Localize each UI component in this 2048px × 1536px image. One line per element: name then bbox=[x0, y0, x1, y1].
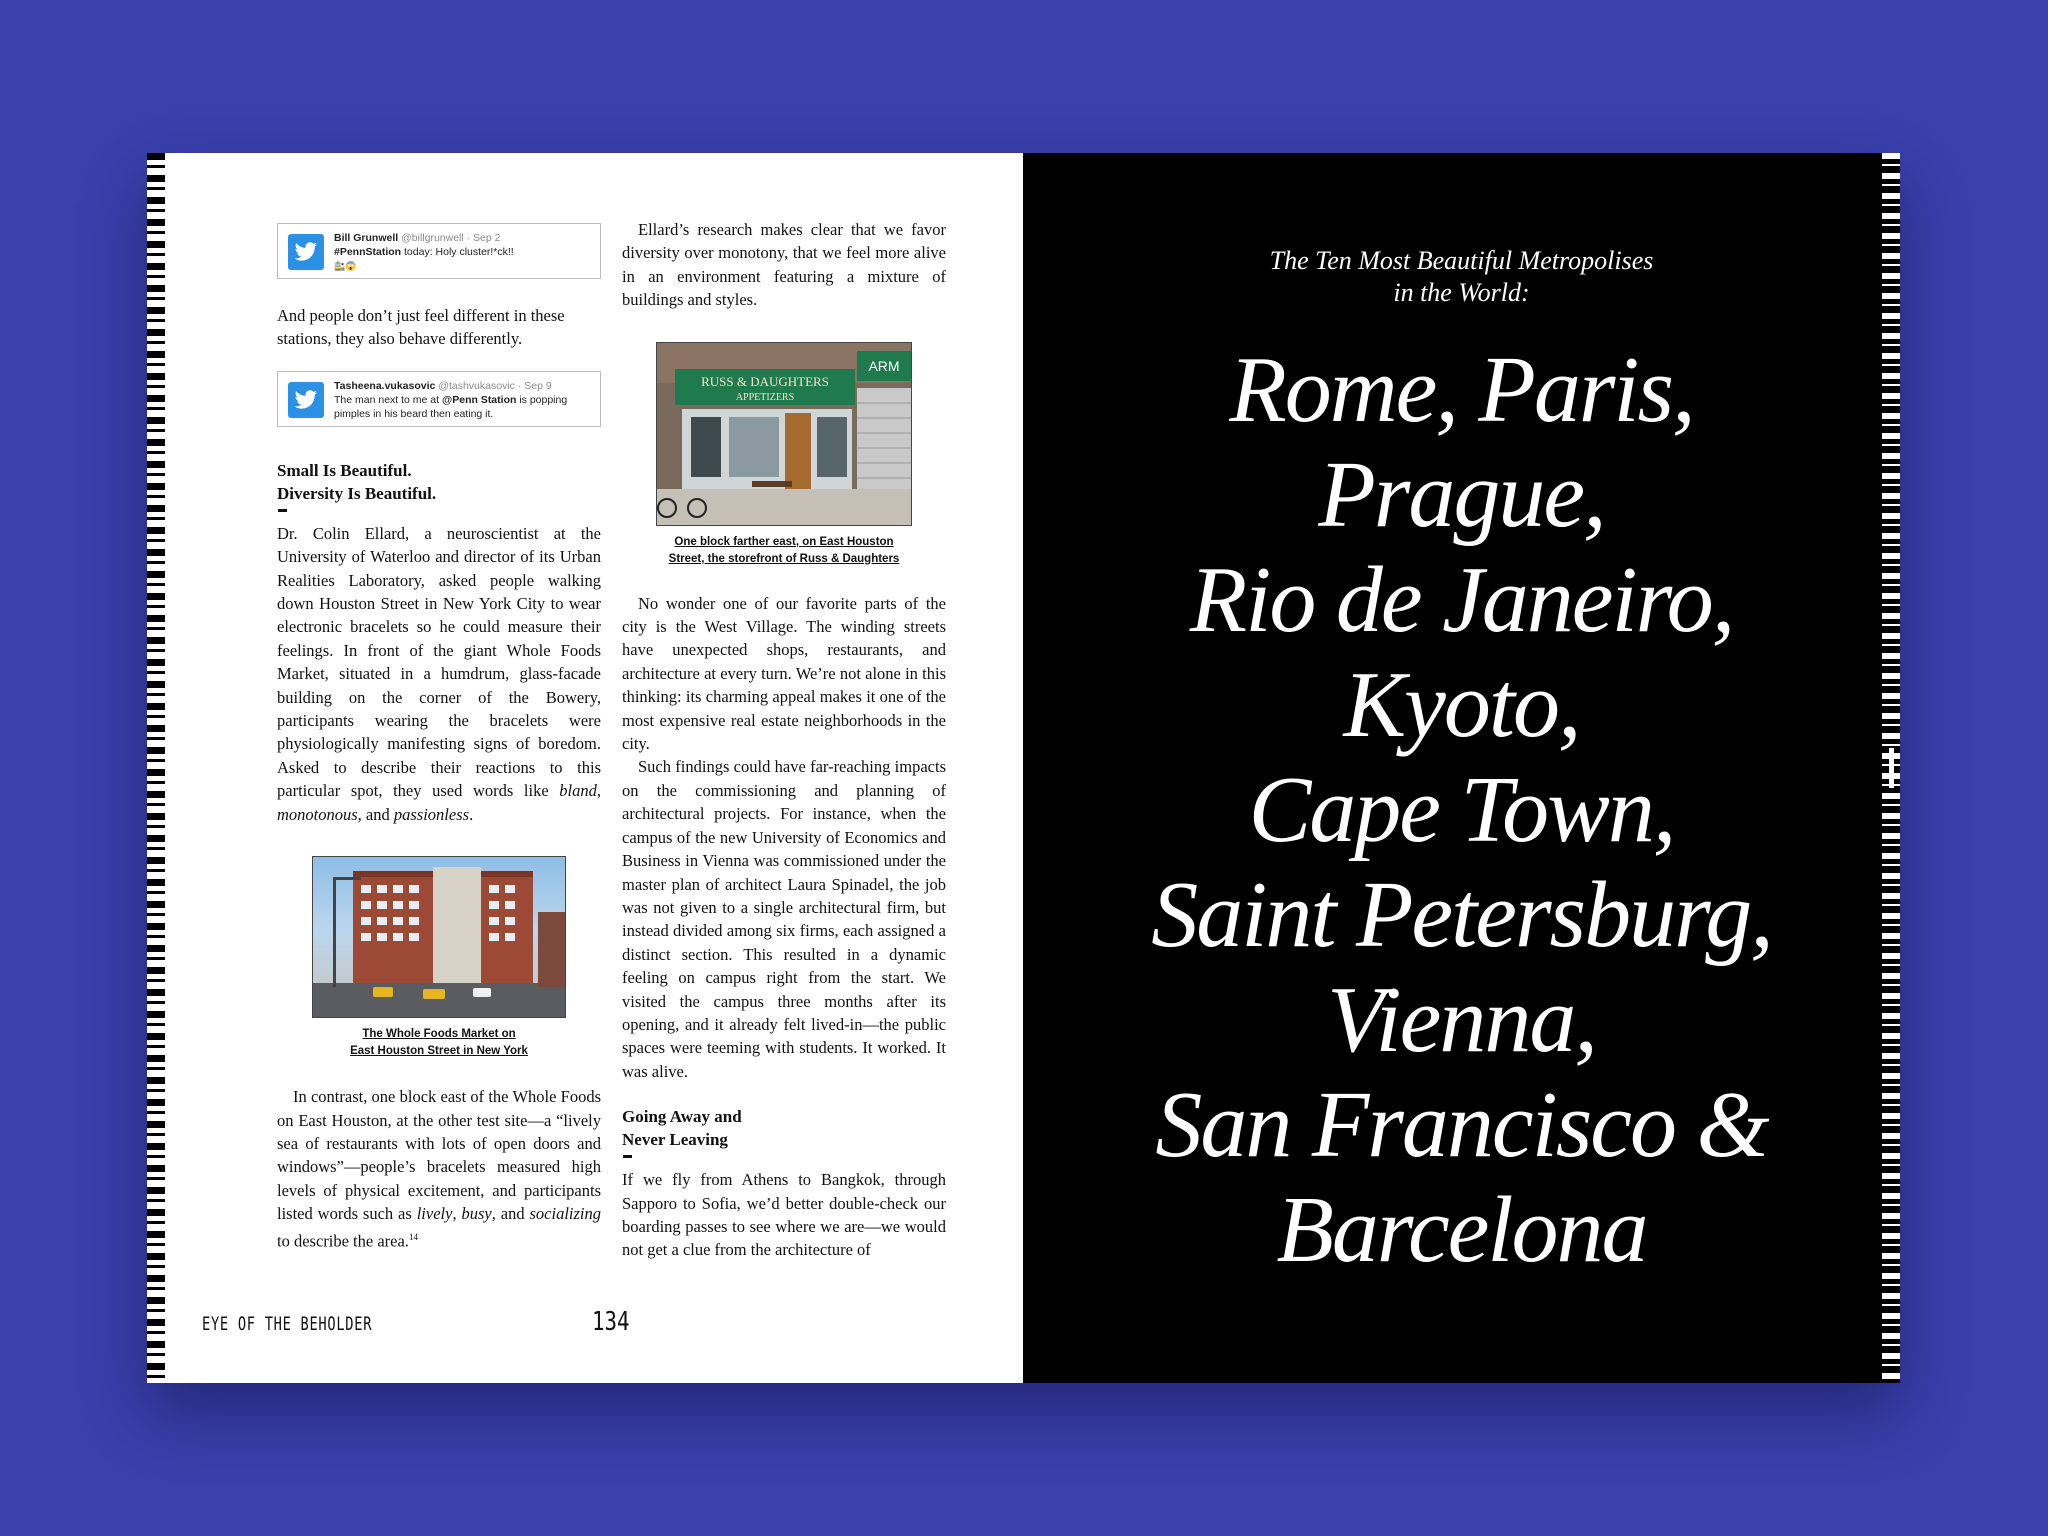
city-line: Rome, Paris, bbox=[1229, 338, 1694, 442]
city-list bbox=[1023, 338, 1900, 1283]
running-footer-title: EYE OF THE BEHOLDER bbox=[202, 1313, 373, 1335]
photo-caption: One block farther east, on East Houston Street, the storefront of Russ & Daughters bbox=[668, 535, 900, 565]
photo-russ-daughters bbox=[656, 342, 912, 526]
book-spread bbox=[147, 153, 1900, 1383]
column-left bbox=[277, 223, 601, 1252]
paragraph-behave: And people don’t just feel different in these stations, they also behave differently. bbox=[277, 306, 565, 349]
tweet-card bbox=[277, 371, 601, 427]
city-line: Barcelona bbox=[1276, 1178, 1647, 1282]
twitter-bird-icon bbox=[288, 382, 324, 418]
column-right bbox=[622, 218, 946, 1262]
tweet-mention: @Penn Station bbox=[441, 393, 517, 406]
tweet-handle: @billgrunwell · Sep 2 bbox=[401, 232, 501, 244]
tweet-hashtag: #PennStation bbox=[334, 246, 402, 258]
city-line: San Francisco & bbox=[1155, 1073, 1768, 1177]
tweet-author: Tasheena.vukasovic bbox=[334, 379, 436, 392]
paragraph-vienna: Such findings could have far-reaching impacts on the commissioning and planning of architectural projects. For instance, when the campus of the new University of Economics and Business in Vienna was commissioned under the master plan of architect Laura Spinadel, the job was not given to a single architectural firm, but instead divided among six firms, each assigned a distinct section. This resulted in a dynamic feeling on campus right from the start. We visited the campus three months after its opening, and it already felt lived-in—the public spaces were teeming with students. It worked. It was alive. bbox=[622, 757, 946, 1081]
heading-dash bbox=[623, 1155, 632, 1158]
footnote-marker: 14 bbox=[408, 1231, 418, 1242]
heading-dash bbox=[278, 509, 287, 512]
city-line: Vienna, bbox=[1327, 968, 1596, 1072]
section-heading: Never Leaving bbox=[622, 1130, 728, 1150]
tweet-text: is popping pimples in his beard then eating it. bbox=[334, 393, 568, 420]
left-page bbox=[147, 153, 1023, 1383]
svg-text:ARM: ARM bbox=[868, 357, 900, 374]
tweet-emoji: 🚉😱 bbox=[334, 261, 357, 271]
page-number: 134 bbox=[592, 1307, 630, 1337]
intro-text bbox=[1023, 245, 1900, 309]
tweet-card bbox=[277, 223, 601, 279]
paragraph-west-village: No wonder one of our favorite parts of the city is the West Village. The winding streets have unexpected shops, restaurants, and architecture at every turn. We’re not alone in this thinking: its charming appeal makes it one of the most expensive real estate neighborhoods in the city. bbox=[622, 593, 946, 754]
intro-line: The Ten Most Beautiful Metropolises bbox=[1269, 246, 1654, 275]
page-edge-pattern-left bbox=[147, 153, 165, 1383]
paragraph-contrast: In contrast, one block east of the Whole Foods on East Houston, at the other test site—a “lively sea of restaurants with lots of open doors and windows”—people’s bracelets measured high levels of physical excitement, and participants listed words such as lively, busy, and socializing to describe the area.$^{14}$ bbox=[277, 1087, 601, 1251]
paragraph-ellard-research: Ellard’s research makes clear that we favor diversity over monotony, that we feel more alive in an environment featuring a mixture of buildings and styles. bbox=[622, 220, 946, 310]
city-line: Prague, bbox=[1318, 443, 1605, 547]
tweet-author: Bill Grunwell bbox=[334, 232, 399, 244]
tweet-text: The man next to me at bbox=[334, 393, 440, 406]
photo-caption: The Whole Foods Market on East Houston Street in New York bbox=[350, 1028, 528, 1058]
city-line: Kyoto, bbox=[1343, 653, 1580, 757]
city-line: Rio de Janeiro, bbox=[1189, 548, 1734, 652]
city-line: Saint Petersburg, bbox=[1151, 863, 1772, 967]
store-sign-text: RUSS & DAUGHTERS bbox=[701, 373, 829, 389]
paragraph-athens: If we fly from Athens to Bangkok, through Sapporo to Sofia, we’d better double-check our boarding passes to see where we are—we would not get a clue from the architecture of bbox=[622, 1170, 946, 1260]
section-heading: Diversity Is Beautiful. bbox=[277, 483, 437, 503]
section-heading: Small Is Beautiful. bbox=[277, 460, 412, 480]
photo-whole-foods bbox=[312, 856, 566, 1018]
intro-line: in the World: bbox=[1393, 278, 1530, 307]
section-heading: Going Away and bbox=[622, 1107, 742, 1127]
city-line: Cape Town, bbox=[1248, 758, 1675, 862]
page-edge-tab bbox=[1889, 748, 1894, 788]
tweet-text: today: Holy cluster!*ck!! bbox=[404, 246, 514, 258]
twitter-bird-icon bbox=[288, 234, 324, 270]
tweet-handle: @tashvukasovic · Sep 9 bbox=[438, 379, 552, 392]
right-page bbox=[1023, 153, 1900, 1383]
paragraph-ellard: Dr. Colin Ellard, a neuroscientist at the University of Waterloo and director of its Urban Realities Laboratory, asked people walking down Houston Street in New York City to wear electronic bracelets so he could measure their feelings. In front of the giant Whole Foods Market, situated in a humdrum, glass-facade building on the corner of the Bowery, participants wearing the bracelets were physiologically manifesting signs of boredom. Asked to describe their reactions to this particular spot, they used words like bland, monotonous, and passionless. bbox=[277, 523, 601, 824]
svg-text:APPETIZERS: APPETIZERS bbox=[735, 391, 795, 403]
